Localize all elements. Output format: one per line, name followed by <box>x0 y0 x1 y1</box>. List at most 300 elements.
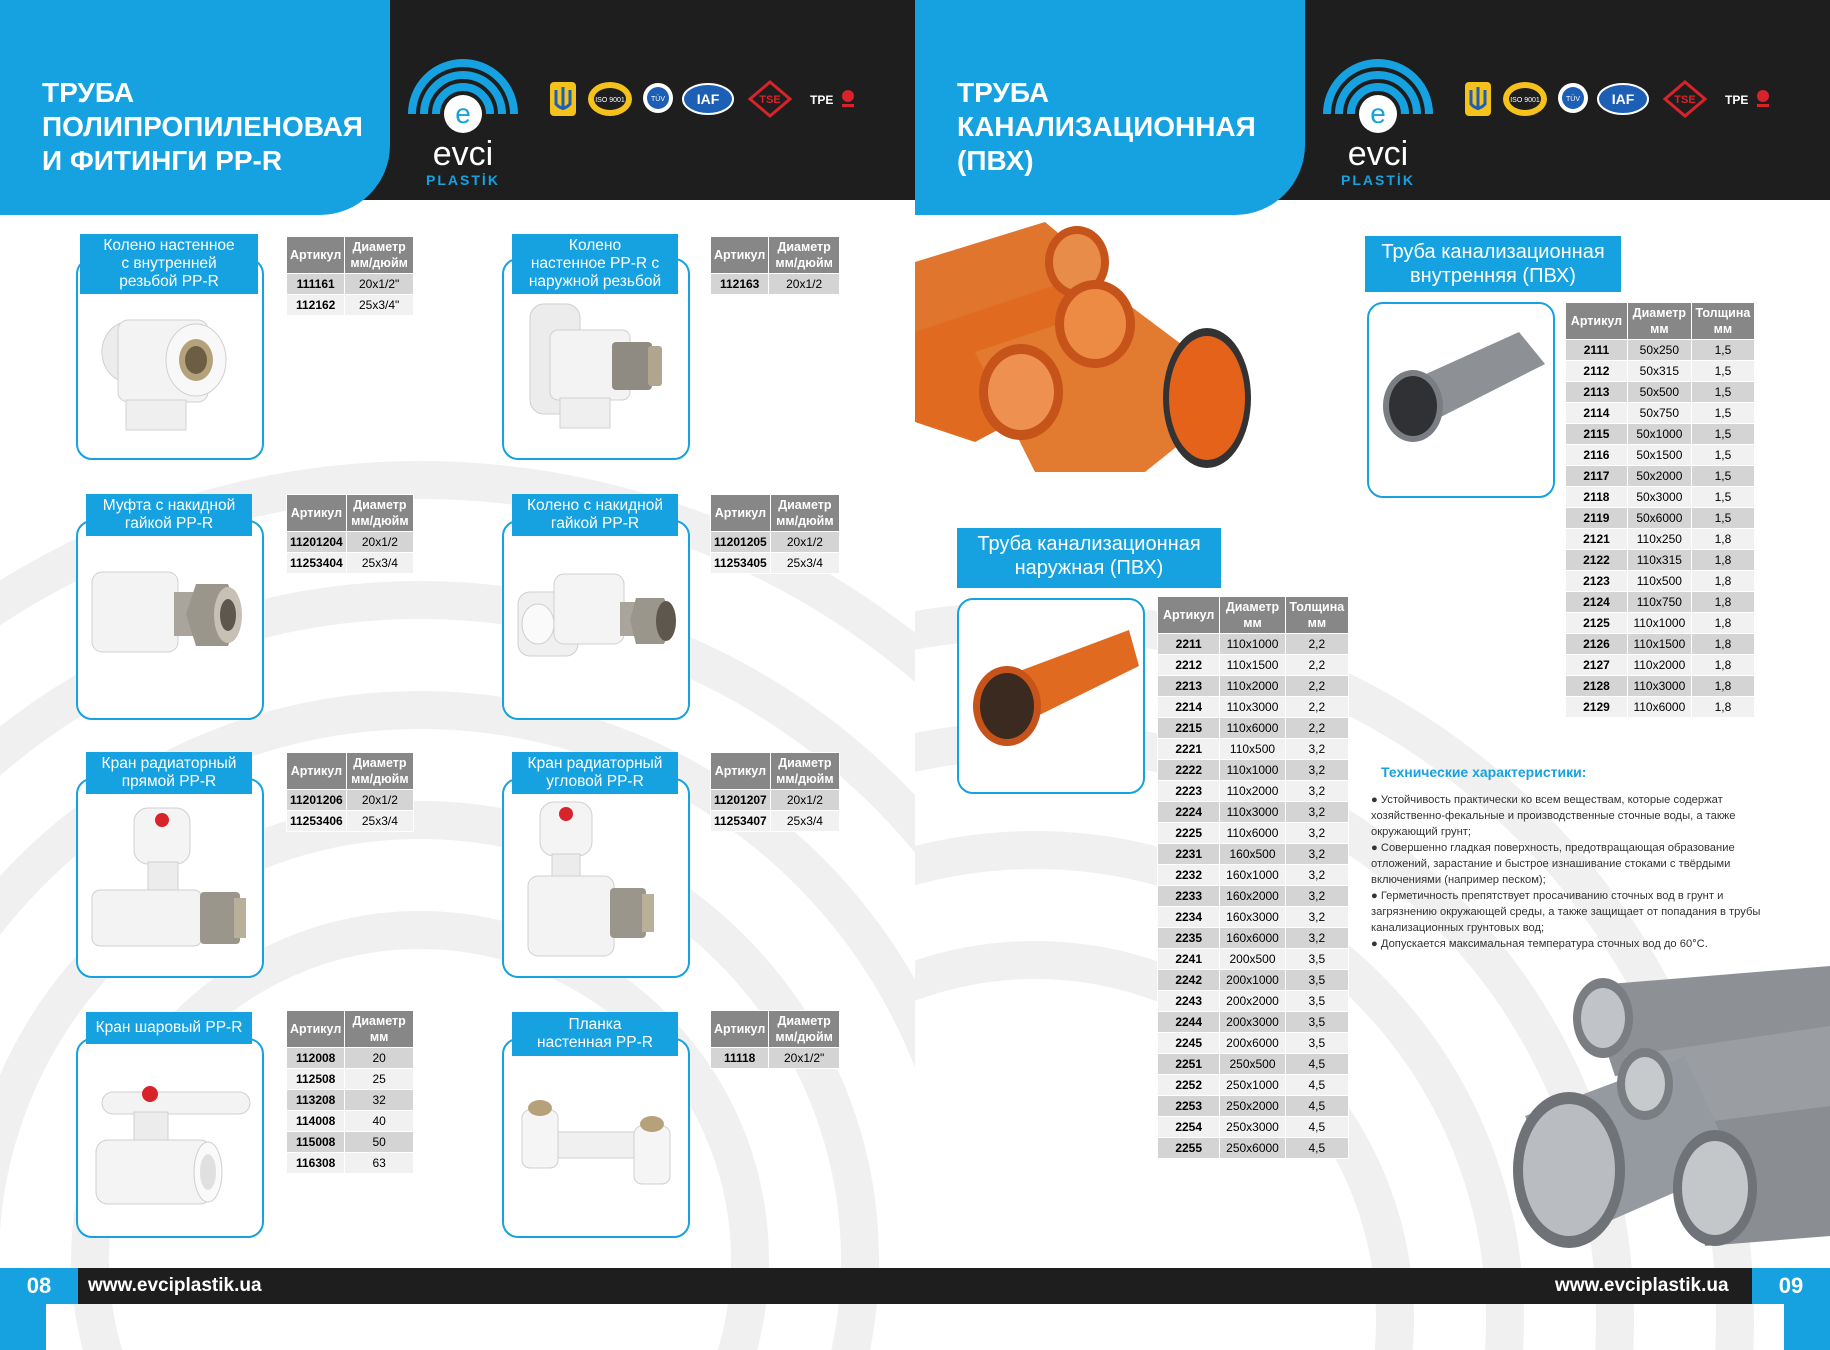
value-cell: 20x1/2" <box>345 274 414 295</box>
value-cell: 110x6000 <box>1627 697 1691 718</box>
tse-badge-icon <box>750 82 790 116</box>
article-cell: 11118 <box>711 1048 769 1069</box>
col-header: Толщина мм <box>1285 597 1348 634</box>
value-cell: 1,8 <box>1691 571 1754 592</box>
value-cell: 40 <box>345 1111 414 1132</box>
title-line-3: И ФИТИНГИ PP-R <box>42 145 283 176</box>
article-cell: 113208 <box>287 1090 345 1111</box>
article-cell: 2221 <box>1158 739 1220 760</box>
table-row <box>1566 697 1755 718</box>
article-cell: 2242 <box>1158 970 1220 991</box>
article-cell: 2124 <box>1566 592 1628 613</box>
iaf-badge-icon <box>683 84 733 114</box>
right-page <box>915 0 1830 1350</box>
article-cell: 2215 <box>1158 718 1220 739</box>
title-line-1: ТРУБА <box>42 77 135 108</box>
footer-accent <box>0 1304 46 1350</box>
article-cell: 11201206 <box>287 790 347 811</box>
table-row <box>1566 550 1755 571</box>
value-cell: 20x1/2 <box>770 532 839 553</box>
table-row <box>1158 886 1349 907</box>
spec-table <box>710 236 840 295</box>
tech-item: ● Совершенно гладкая поверхность, предотвращающая образование отложений, зарастание и быстрое изнашивание стоками с твёрдыми включениями (например песком); <box>1371 842 1735 886</box>
value-cell: 250x2000 <box>1220 1096 1285 1117</box>
value-cell: 110x1500 <box>1220 655 1285 676</box>
certification-icons <box>1463 76 1793 122</box>
value-cell: 250x500 <box>1220 1054 1285 1075</box>
svg-text:ISO 9001: ISO 9001 <box>595 97 625 104</box>
grey-pipe-icon <box>1369 304 1553 496</box>
value-cell: 1,5 <box>1691 445 1754 466</box>
website-link[interactable]: www.evciplastik.ua <box>1555 1275 1729 1296</box>
value-cell: 3,2 <box>1285 928 1348 949</box>
col-header: Артикул <box>287 237 345 274</box>
col-header: Толщина мм <box>1691 303 1754 340</box>
value-cell: 20x1/2 <box>346 532 413 553</box>
article-cell: 2113 <box>1566 382 1628 403</box>
article-cell: 112508 <box>287 1069 345 1090</box>
value-cell: 4,5 <box>1285 1117 1348 1138</box>
value-cell: 50x250 <box>1627 340 1691 361</box>
article-cell: 2117 <box>1566 466 1628 487</box>
col-header: Артикул <box>1566 303 1628 340</box>
col-header: Артикул <box>287 1011 345 1048</box>
svg-text:TSE: TSE <box>1674 94 1696 106</box>
value-cell: 32 <box>345 1090 414 1111</box>
value-cell: 1,5 <box>1691 361 1754 382</box>
tpe-badge-icon <box>1725 90 1769 107</box>
value-cell: 110x500 <box>1627 571 1691 592</box>
product-label <box>86 494 252 536</box>
article-cell: 2243 <box>1158 991 1220 1012</box>
outer-pipe-label <box>957 528 1221 588</box>
svg-text:IAF: IAF <box>696 91 720 107</box>
product-label <box>80 234 258 294</box>
article-cell: 114008 <box>287 1111 345 1132</box>
label-line: Кран шаровый PP-R <box>95 1019 243 1036</box>
article-cell: 2111 <box>1566 340 1628 361</box>
article-cell: 2222 <box>1158 760 1220 781</box>
article-cell: 2123 <box>1566 571 1628 592</box>
table-row <box>711 1048 840 1069</box>
product-label <box>86 752 252 794</box>
value-cell: 20x1/2 <box>346 790 413 811</box>
iaf-badge-icon <box>1598 84 1648 114</box>
article-cell: 2241 <box>1158 949 1220 970</box>
col-header: Артикул <box>711 1011 769 1048</box>
svg-text:e: e <box>1370 98 1386 129</box>
value-cell: 2,2 <box>1285 718 1348 739</box>
label-line: с внутренней <box>121 255 217 272</box>
table-row <box>287 1153 414 1174</box>
table-row <box>287 1090 414 1111</box>
col-header: Диаметр мм/дюйм <box>770 753 839 790</box>
table-row <box>711 553 840 574</box>
value-cell: 1,8 <box>1691 676 1754 697</box>
table-row <box>1566 445 1755 466</box>
article-cell: 2245 <box>1158 1033 1220 1054</box>
value-cell: 1,8 <box>1691 592 1754 613</box>
tech-item: ● Устойчивость практически ко всем веществам, которые содержат хозяйственно-фекальные и производственные сточные воды, а также окружающий грунт; <box>1371 794 1736 838</box>
website-link[interactable]: www.evciplastik.ua <box>88 1275 262 1296</box>
tech-title: Технические характеристики: <box>1381 764 1587 780</box>
table-row <box>1566 655 1755 676</box>
tuv-badge-icon <box>1558 83 1588 113</box>
value-cell: 50x500 <box>1627 382 1691 403</box>
col-header: Диаметр мм/дюйм <box>346 495 413 532</box>
label-line: Планка <box>568 1016 622 1033</box>
value-cell: 3,2 <box>1285 844 1348 865</box>
tse-badge-icon <box>1665 82 1705 116</box>
table-row <box>1566 361 1755 382</box>
spec-table <box>286 494 414 574</box>
article-cell: 2244 <box>1158 1012 1220 1033</box>
value-cell: 3,2 <box>1285 907 1348 928</box>
article-cell: 11201205 <box>711 532 771 553</box>
article-cell: 2251 <box>1158 1054 1220 1075</box>
label-line: гайкой PP-R <box>550 515 640 532</box>
table-row <box>287 1048 414 1069</box>
logo-name: evci <box>432 135 494 173</box>
table-row <box>1158 697 1349 718</box>
product-photo-frame <box>502 520 690 720</box>
label-line: внутренняя (ПВХ) <box>1410 265 1576 287</box>
article-cell: 2232 <box>1158 865 1220 886</box>
value-cell: 25x3/4 <box>770 811 839 832</box>
value-cell: 63 <box>345 1153 414 1174</box>
value-cell: 3,5 <box>1285 949 1348 970</box>
table-row <box>1158 1054 1349 1075</box>
value-cell: 2,2 <box>1285 697 1348 718</box>
value-cell: 110x3000 <box>1627 676 1691 697</box>
article-cell: 2212 <box>1158 655 1220 676</box>
product-photo-frame <box>76 520 264 720</box>
value-cell: 250x6000 <box>1220 1138 1285 1159</box>
label-line: Колено с накидной <box>526 497 664 514</box>
product-photo-frame <box>76 778 264 978</box>
value-cell: 50x750 <box>1627 403 1691 424</box>
value-cell: 1,8 <box>1691 697 1754 718</box>
wall-plate-icon <box>504 1040 688 1236</box>
table-row <box>1566 613 1755 634</box>
value-cell: 3,2 <box>1285 760 1348 781</box>
product-photo-frame <box>502 778 690 978</box>
value-cell: 110x2000 <box>1220 781 1285 802</box>
table-row <box>1566 340 1755 361</box>
product-photo-frame <box>502 1038 690 1238</box>
title-line-2: ПОЛИПРОПИЛЕНОВАЯ <box>42 111 363 142</box>
outer-spec-table <box>1157 596 1349 1159</box>
article-cell: 2115 <box>1566 424 1628 445</box>
table-row <box>1158 991 1349 1012</box>
certification-icons <box>548 76 878 122</box>
value-cell: 1,5 <box>1691 403 1754 424</box>
label-line: гайкой PP-R <box>124 515 214 532</box>
article-cell: 2126 <box>1566 634 1628 655</box>
article-cell: 2116 <box>1566 445 1628 466</box>
table-row <box>1158 1117 1349 1138</box>
table-row <box>1158 739 1349 760</box>
value-cell: 110x3000 <box>1220 697 1285 718</box>
article-cell: 11253404 <box>287 553 347 574</box>
value-cell: 110x750 <box>1627 592 1691 613</box>
value-cell: 1,5 <box>1691 508 1754 529</box>
value-cell: 160x500 <box>1220 844 1285 865</box>
table-row <box>1566 403 1755 424</box>
table-row <box>1566 592 1755 613</box>
value-cell: 110x1000 <box>1627 613 1691 634</box>
article-cell: 2252 <box>1158 1075 1220 1096</box>
table-row <box>1158 907 1349 928</box>
value-cell: 200x3000 <box>1220 1012 1285 1033</box>
article-cell: 2253 <box>1158 1096 1220 1117</box>
table-row <box>287 274 414 295</box>
table-row <box>1566 508 1755 529</box>
article-cell: 2127 <box>1566 655 1628 676</box>
article-cell: 11253406 <box>287 811 347 832</box>
table-row <box>1158 634 1349 655</box>
article-cell: 116308 <box>287 1153 345 1174</box>
value-cell: 1,5 <box>1691 466 1754 487</box>
article-cell: 112008 <box>287 1048 345 1069</box>
col-header: Диаметр мм/дюйм <box>769 1011 840 1048</box>
value-cell: 110x6000 <box>1220 718 1285 739</box>
value-cell: 110x315 <box>1627 550 1691 571</box>
col-header: Диаметр мм/дюйм <box>770 495 839 532</box>
col-header: Диаметр мм <box>1627 303 1691 340</box>
article-cell: 2114 <box>1566 403 1628 424</box>
col-header: Диаметр мм/дюйм <box>345 237 414 274</box>
table-row <box>1566 634 1755 655</box>
spec-table <box>710 494 840 574</box>
value-cell: 3,2 <box>1285 802 1348 823</box>
article-cell: 2122 <box>1566 550 1628 571</box>
value-cell: 2,2 <box>1285 676 1348 697</box>
orange-pipes-image <box>915 222 1255 482</box>
article-cell: 2255 <box>1158 1138 1220 1159</box>
inner-pipe-photo-frame <box>1367 302 1555 498</box>
value-cell: 2,2 <box>1285 634 1348 655</box>
orange-pipe-icon <box>959 600 1143 792</box>
value-cell: 3,5 <box>1285 970 1348 991</box>
inner-spec-table <box>1565 302 1755 718</box>
table-row <box>1566 529 1755 550</box>
value-cell: 200x1000 <box>1220 970 1285 991</box>
table-row <box>1158 865 1349 886</box>
svg-text:TPE: TPE <box>810 93 834 107</box>
inner-pipe-label <box>1365 236 1621 292</box>
value-cell: 20x1/2 <box>769 274 840 295</box>
evci-logo <box>398 30 528 200</box>
article-cell: 2213 <box>1158 676 1220 697</box>
article-cell: 2234 <box>1158 907 1220 928</box>
product-label <box>512 494 678 536</box>
col-header: Артикул <box>287 753 347 790</box>
table-row <box>1158 802 1349 823</box>
label-line: прямой PP-R <box>121 773 217 790</box>
table-row <box>1158 1138 1349 1159</box>
tuv-badge-icon <box>643 83 673 113</box>
table-row <box>1158 823 1349 844</box>
iso-badge-icon <box>588 82 632 116</box>
table-row <box>711 811 840 832</box>
table-row <box>1158 970 1349 991</box>
label-line: Кран радиаторный <box>527 755 663 772</box>
table-row <box>1566 466 1755 487</box>
tech-item: ● Герметичность препятствует просачиванию сточных вод в грунт и загрязнению окружающей среды, а также защищает от попадания в трубы канализационных грунтовых вод; <box>1371 890 1761 934</box>
label-line: Муфта с накидной <box>102 497 236 514</box>
value-cell: 1,5 <box>1691 424 1754 445</box>
value-cell: 110x500 <box>1220 739 1285 760</box>
value-cell: 50x315 <box>1627 361 1691 382</box>
table-row <box>711 790 840 811</box>
value-cell: 2,2 <box>1285 655 1348 676</box>
logo-sub: PLASTİK <box>1341 172 1415 188</box>
svg-text:TÜV: TÜV <box>651 96 665 103</box>
value-cell: 50 <box>345 1132 414 1153</box>
label-line: угловой PP-R <box>546 773 644 790</box>
table-row <box>287 790 414 811</box>
table-row <box>1158 1012 1349 1033</box>
value-cell: 25x3/4 <box>770 553 839 574</box>
article-cell: 2223 <box>1158 781 1220 802</box>
footer-accent <box>1784 1304 1830 1350</box>
col-header: Артикул <box>1158 597 1220 634</box>
value-cell: 25x3/4 <box>346 553 413 574</box>
table-row <box>287 295 414 316</box>
table-row <box>1158 1075 1349 1096</box>
label-line: настенная PP-R <box>537 1034 653 1051</box>
value-cell: 160x6000 <box>1220 928 1285 949</box>
table-row <box>1158 655 1349 676</box>
label-line: Труба канализационная <box>977 533 1201 555</box>
article-cell: 2233 <box>1158 886 1220 907</box>
col-header: Артикул <box>711 237 769 274</box>
article-cell: 112163 <box>711 274 769 295</box>
value-cell: 20x1/2 <box>770 790 839 811</box>
title-line-2: КАНАЛИЗАЦИОННАЯ <box>957 111 1256 142</box>
value-cell: 3,5 <box>1285 1033 1348 1054</box>
value-cell: 110x2000 <box>1627 655 1691 676</box>
value-cell: 200x6000 <box>1220 1033 1285 1054</box>
col-header: Диаметр мм/дюйм <box>346 753 413 790</box>
value-cell: 1,5 <box>1691 340 1754 361</box>
value-cell: 50x2000 <box>1627 466 1691 487</box>
value-cell: 1,8 <box>1691 634 1754 655</box>
article-cell: 2225 <box>1158 823 1220 844</box>
value-cell: 25 <box>345 1069 414 1090</box>
page-title <box>957 76 1256 178</box>
article-cell: 2119 <box>1566 508 1628 529</box>
article-cell: 11253405 <box>711 553 771 574</box>
table-row <box>1158 844 1349 865</box>
value-cell: 1,5 <box>1691 487 1754 508</box>
value-cell: 110x1500 <box>1627 634 1691 655</box>
svg-text:TSE: TSE <box>759 94 781 106</box>
radiator-valve-straight-icon <box>78 780 262 976</box>
table-row <box>1158 928 1349 949</box>
col-header: Артикул <box>711 753 771 790</box>
table-row <box>1158 676 1349 697</box>
logo-name: evci <box>1347 135 1409 173</box>
spec-table <box>710 752 840 832</box>
table-row <box>287 811 414 832</box>
value-cell: 200x500 <box>1220 949 1285 970</box>
article-cell: 2214 <box>1158 697 1220 718</box>
logo-sub: PLASTİK <box>426 172 500 188</box>
table-row <box>1158 1033 1349 1054</box>
value-cell: 50x6000 <box>1627 508 1691 529</box>
title-line-1: ТРУБА <box>957 77 1050 108</box>
article-cell: 2128 <box>1566 676 1628 697</box>
label-line: настенное PP-R с <box>530 255 660 272</box>
ukraine-emblem-icon <box>550 82 576 116</box>
tech-characteristics <box>1371 764 1791 952</box>
label-line: Колено настенное <box>103 237 235 254</box>
article-cell: 2231 <box>1158 844 1220 865</box>
product-label <box>86 1012 252 1044</box>
coupling-union-nut-icon <box>78 522 262 718</box>
table-row <box>1566 424 1755 445</box>
article-cell: 112162 <box>287 295 345 316</box>
value-cell: 4,5 <box>1285 1054 1348 1075</box>
spec-table <box>286 236 414 316</box>
article-cell: 11253407 <box>711 811 771 832</box>
value-cell: 3,2 <box>1285 865 1348 886</box>
table-row <box>1566 676 1755 697</box>
article-cell: 2224 <box>1158 802 1220 823</box>
value-cell: 250x1000 <box>1220 1075 1285 1096</box>
article-cell: 2121 <box>1566 529 1628 550</box>
value-cell: 4,5 <box>1285 1075 1348 1096</box>
label-line: Колено <box>568 237 622 254</box>
table-row <box>287 553 414 574</box>
svg-text:TPE: TPE <box>1725 93 1749 107</box>
value-cell: 110x6000 <box>1220 823 1285 844</box>
product-label <box>512 1012 678 1056</box>
label-line: Кран радиаторный <box>101 755 237 772</box>
article-cell: 2125 <box>1566 613 1628 634</box>
iso-badge-icon <box>1503 82 1547 116</box>
spec-table <box>286 752 414 832</box>
page-number: 09 <box>1752 1268 1830 1304</box>
spec-table <box>710 1010 840 1069</box>
table-row <box>711 274 840 295</box>
evci-logo <box>1313 30 1443 200</box>
ball-valve-icon <box>78 1040 262 1236</box>
table-row <box>287 1111 414 1132</box>
radiator-valve-angle-icon <box>504 780 688 976</box>
value-cell: 110x2000 <box>1220 676 1285 697</box>
value-cell: 50x1500 <box>1627 445 1691 466</box>
table-row <box>1158 781 1349 802</box>
svg-text:IAF: IAF <box>1611 91 1635 107</box>
page-title <box>42 76 363 178</box>
title-panel <box>0 0 390 215</box>
article-cell: 2254 <box>1158 1117 1220 1138</box>
product-label <box>512 752 678 794</box>
article-cell: 111161 <box>287 274 345 295</box>
table-row <box>1158 760 1349 781</box>
col-header: Диаметр мм/дюйм <box>769 237 840 274</box>
value-cell: 1,8 <box>1691 655 1754 676</box>
value-cell: 1,8 <box>1691 529 1754 550</box>
article-cell: 2118 <box>1566 487 1628 508</box>
outer-pipe-photo-frame <box>957 598 1145 794</box>
svg-text:TÜV: TÜV <box>1566 96 1580 103</box>
article-cell: 2211 <box>1158 634 1220 655</box>
value-cell: 3,2 <box>1285 781 1348 802</box>
